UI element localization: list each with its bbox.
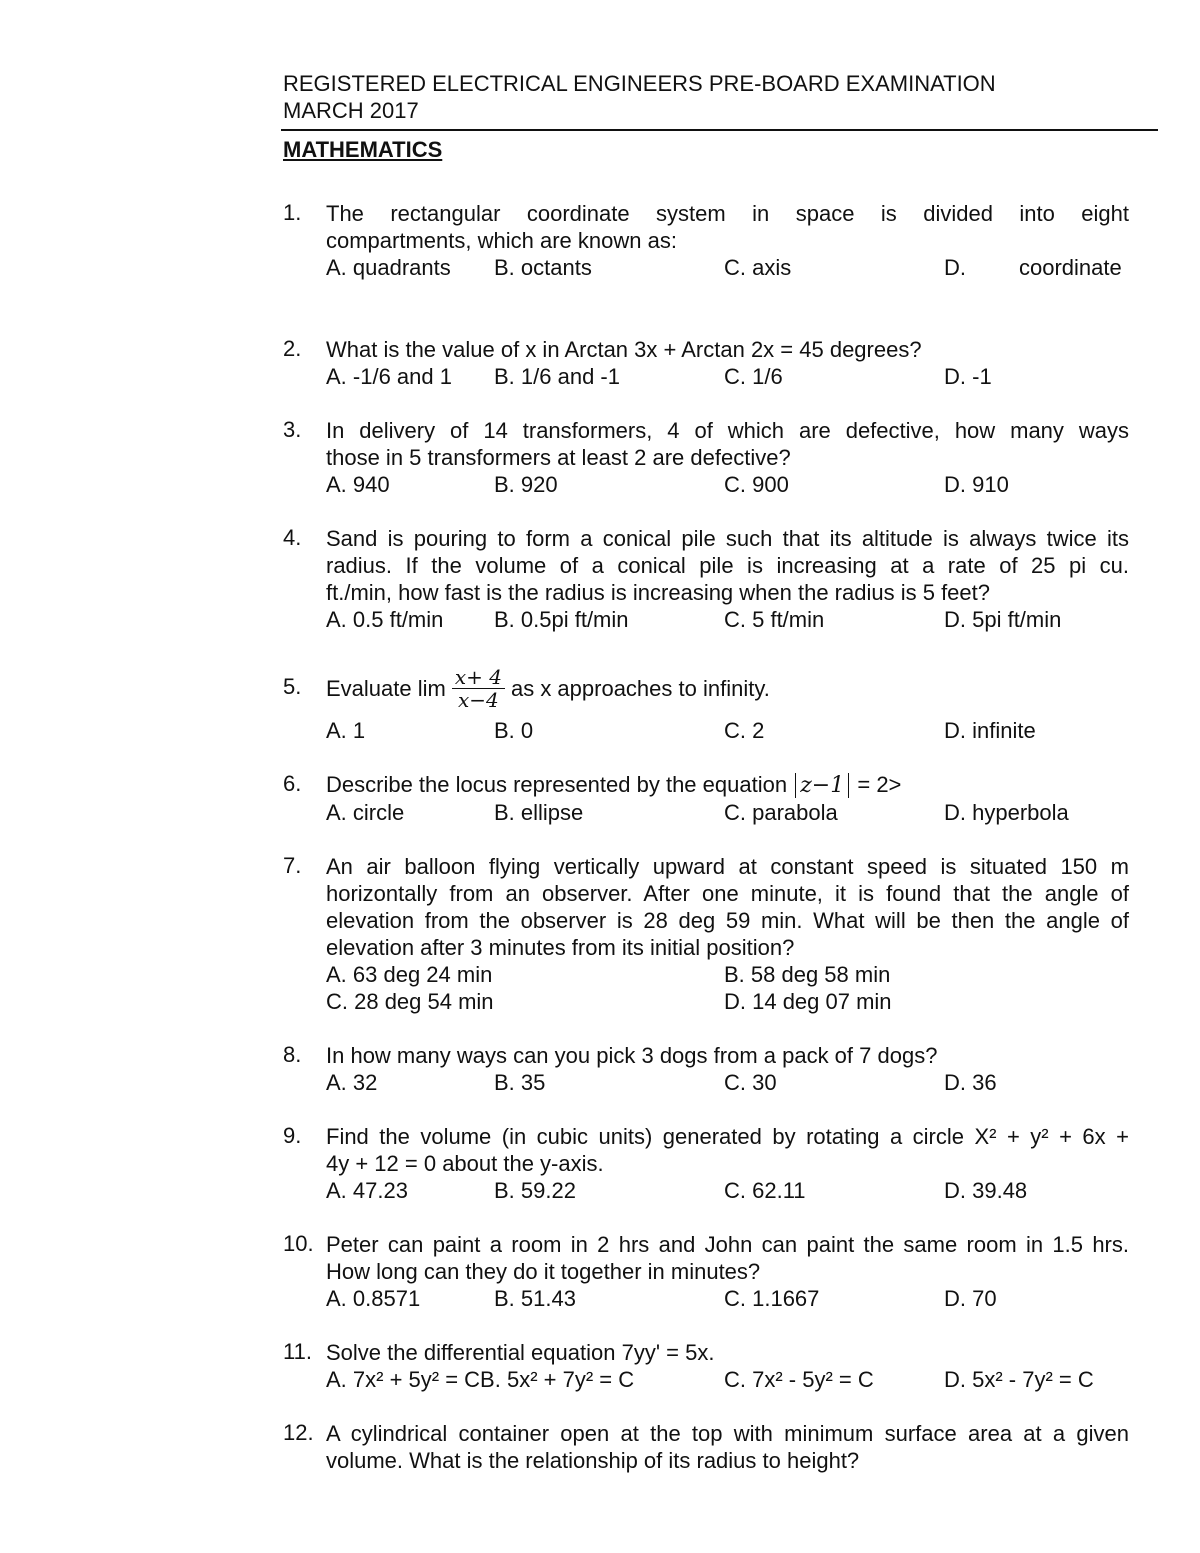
answer-choices	[326, 1069, 1129, 1096]
question-7	[283, 853, 1129, 1015]
choice-c: C. 62.11	[724, 1178, 806, 1203]
choice-b: B. 0	[494, 718, 534, 743]
choice-a: A. 63 deg 24 min	[326, 962, 493, 987]
exam-date: MARCH 2017	[283, 98, 419, 123]
question-1	[283, 200, 1129, 281]
choice-c: C. axis	[724, 255, 792, 280]
answer-choices	[326, 1177, 1129, 1204]
choice-c: C. 2	[724, 718, 765, 743]
choice-d: D. 70	[944, 1286, 997, 1311]
question-number: 7.	[283, 853, 302, 878]
question-text-before: Evaluate lim	[326, 675, 446, 701]
question-text: volume. What is the relationship of its radius to height?	[326, 1448, 860, 1473]
question-text-after: as x approaches to infinity.	[510, 675, 770, 701]
question-text: elevation after 3 minutes from its initial position?	[326, 935, 795, 960]
choice-d: D.	[944, 255, 966, 280]
absolute-value-expression: z−1	[795, 773, 849, 798]
choice-a: A. 0.8571	[326, 1286, 421, 1311]
question-text	[326, 771, 1129, 799]
question-2	[283, 336, 1129, 390]
question-text: Solve the differential equation 7yy' = 5x.	[326, 1340, 715, 1365]
choice-c: C. 5 ft/min	[724, 607, 825, 632]
choice-b: B. 35	[494, 1070, 546, 1095]
question-11	[283, 1339, 1129, 1393]
answer-choices	[326, 799, 1129, 826]
fraction-denominator: x−4	[458, 687, 499, 712]
choice-a: A. 32	[326, 1070, 378, 1095]
choice-c: C. 30	[724, 1070, 777, 1095]
choice-b: B. ellipse	[494, 800, 584, 825]
answer-choices	[326, 471, 1129, 498]
question-number: 9.	[283, 1123, 302, 1148]
question-10	[283, 1231, 1129, 1312]
question-text: In delivery of 14 transformers, 4 of which are defective, how many ways	[326, 418, 1129, 443]
question-text: radius. If the volume of a conical pile is increasing at a rate of 25 pi cu.	[326, 553, 1129, 578]
choice-c: C. parabola	[724, 800, 838, 825]
question-text: Sand is pouring to form a conical pile such that its altitude is always twice its	[326, 526, 1129, 551]
choice-b: B. 0.5pi ft/min	[494, 607, 629, 632]
choice-c: C. 28 deg 54 min	[326, 989, 494, 1014]
choice-a: A. 940	[326, 472, 390, 497]
question-text: compartments, which are known as:	[326, 228, 677, 253]
exam-header	[283, 70, 996, 124]
choice-c: C. 7x² - 5y² = C	[724, 1367, 874, 1392]
question-text: those in 5 transformers at least 2 are defective?	[326, 445, 791, 470]
question-5	[283, 659, 1129, 744]
question-number: 5.	[283, 674, 302, 699]
question-number: 8.	[283, 1042, 302, 1067]
choice-b: B. 920	[494, 472, 558, 497]
choice-a: A. quadrants	[326, 255, 451, 280]
choice-d-text: coordinate	[1019, 255, 1122, 280]
question-4	[283, 525, 1129, 633]
choice-d: D. 910	[944, 472, 1009, 497]
question-9	[283, 1123, 1129, 1204]
choice-a: A. 47.23	[326, 1178, 408, 1203]
question-number: 11.	[283, 1339, 312, 1364]
choice-a: A. -1/6 and 1	[326, 364, 452, 389]
choice-b: B. 59.22	[494, 1178, 576, 1203]
choice-c: C. 900	[724, 472, 789, 497]
question-3	[283, 417, 1129, 498]
question-text-after: = 2>	[857, 772, 902, 797]
choice-d: D. infinite	[944, 718, 1036, 743]
choice-b: B. 1/6 and -1	[494, 364, 620, 389]
question-8	[283, 1042, 1129, 1096]
question-number: 2.	[283, 336, 302, 361]
question-number: 12.	[283, 1420, 314, 1445]
question-6	[283, 771, 1129, 826]
question-number: 3.	[283, 417, 302, 442]
choice-a-b: A. 7x² + 5y² = CB. 5x² + 7y² = C	[326, 1367, 635, 1392]
question-number: 10.	[283, 1231, 314, 1256]
answer-choices	[326, 1366, 1129, 1393]
question-text: How long can they do it together in minutes?	[326, 1259, 761, 1284]
question-12	[283, 1420, 1129, 1474]
answer-choices	[326, 363, 1129, 390]
question-text: 4y + 12 = 0 about the y-axis.	[326, 1151, 604, 1176]
choice-d: D. 39.48	[944, 1178, 1028, 1203]
choice-d: D. 14 deg 07 min	[724, 989, 892, 1014]
question-text: Peter can paint a room in 2 hrs and John can paint the same room in 1.5 hrs.	[326, 1232, 1129, 1257]
choice-d: D. -1	[944, 364, 992, 389]
header-divider	[281, 129, 1158, 131]
question-text-before: Describe the locus represented by the equation	[326, 772, 788, 797]
question-text: ft./min, how fast is the radius is increasing when the radius is 5 feet?	[326, 580, 990, 605]
choice-d: D. hyperbola	[944, 800, 1069, 825]
question-number: 4.	[283, 525, 302, 550]
answer-choices	[326, 961, 1129, 988]
question-text	[326, 659, 1129, 717]
answer-choices	[326, 254, 1129, 281]
question-text: elevation from the observer is 28 deg 59 min. What will be then the angle of	[326, 908, 1129, 933]
choice-a: A. 0.5 ft/min	[326, 607, 444, 632]
question-text: In how many ways can you pick 3 dogs from a pack of 7 dogs?	[326, 1043, 938, 1068]
fraction-expression	[452, 666, 505, 711]
answer-choices	[326, 717, 1129, 744]
choice-a: A. 1	[326, 718, 366, 743]
answer-choices	[326, 1285, 1129, 1312]
question-number: 6.	[283, 771, 302, 796]
choice-d: D. 5x² - 7y² = C	[944, 1367, 1094, 1392]
question-text: A cylindrical container open at the top with minimum surface area at a given	[326, 1421, 1129, 1446]
choice-a: A. circle	[326, 800, 405, 825]
choice-b: B. 58 deg 58 min	[724, 962, 891, 987]
choice-d: D. 36	[944, 1070, 997, 1095]
choice-b: B. octants	[494, 255, 592, 280]
question-text: horizontally from an observer. After one minute, it is found that the angle of	[326, 881, 1129, 906]
choice-b: B. 51.43	[494, 1286, 576, 1311]
answer-choices	[326, 606, 1129, 633]
answer-choices	[326, 988, 1129, 1015]
choice-d: D. 5pi ft/min	[944, 607, 1062, 632]
question-text: Find the volume (in cubic units) generated by rotating a circle X² + y² + 6x +	[326, 1124, 1129, 1149]
exam-title: REGISTERED ELECTRICAL ENGINEERS PRE-BOARD EXAMINATION	[283, 71, 996, 96]
fraction-numerator: x+ 4	[452, 666, 505, 689]
choice-c: C. 1.1667	[724, 1286, 820, 1311]
section-title: MATHEMATICS	[283, 137, 443, 162]
question-text: What is the value of x in Arctan 3x + Arctan 2x = 45 degrees?	[326, 337, 922, 362]
question-text: The rectangular coordinate system in space is divided into eight	[326, 201, 1129, 226]
question-number: 1.	[283, 200, 302, 225]
question-text: An air balloon flying vertically upward at constant speed is situated 150 m	[326, 854, 1129, 879]
choice-c: C. 1/6	[724, 364, 783, 389]
